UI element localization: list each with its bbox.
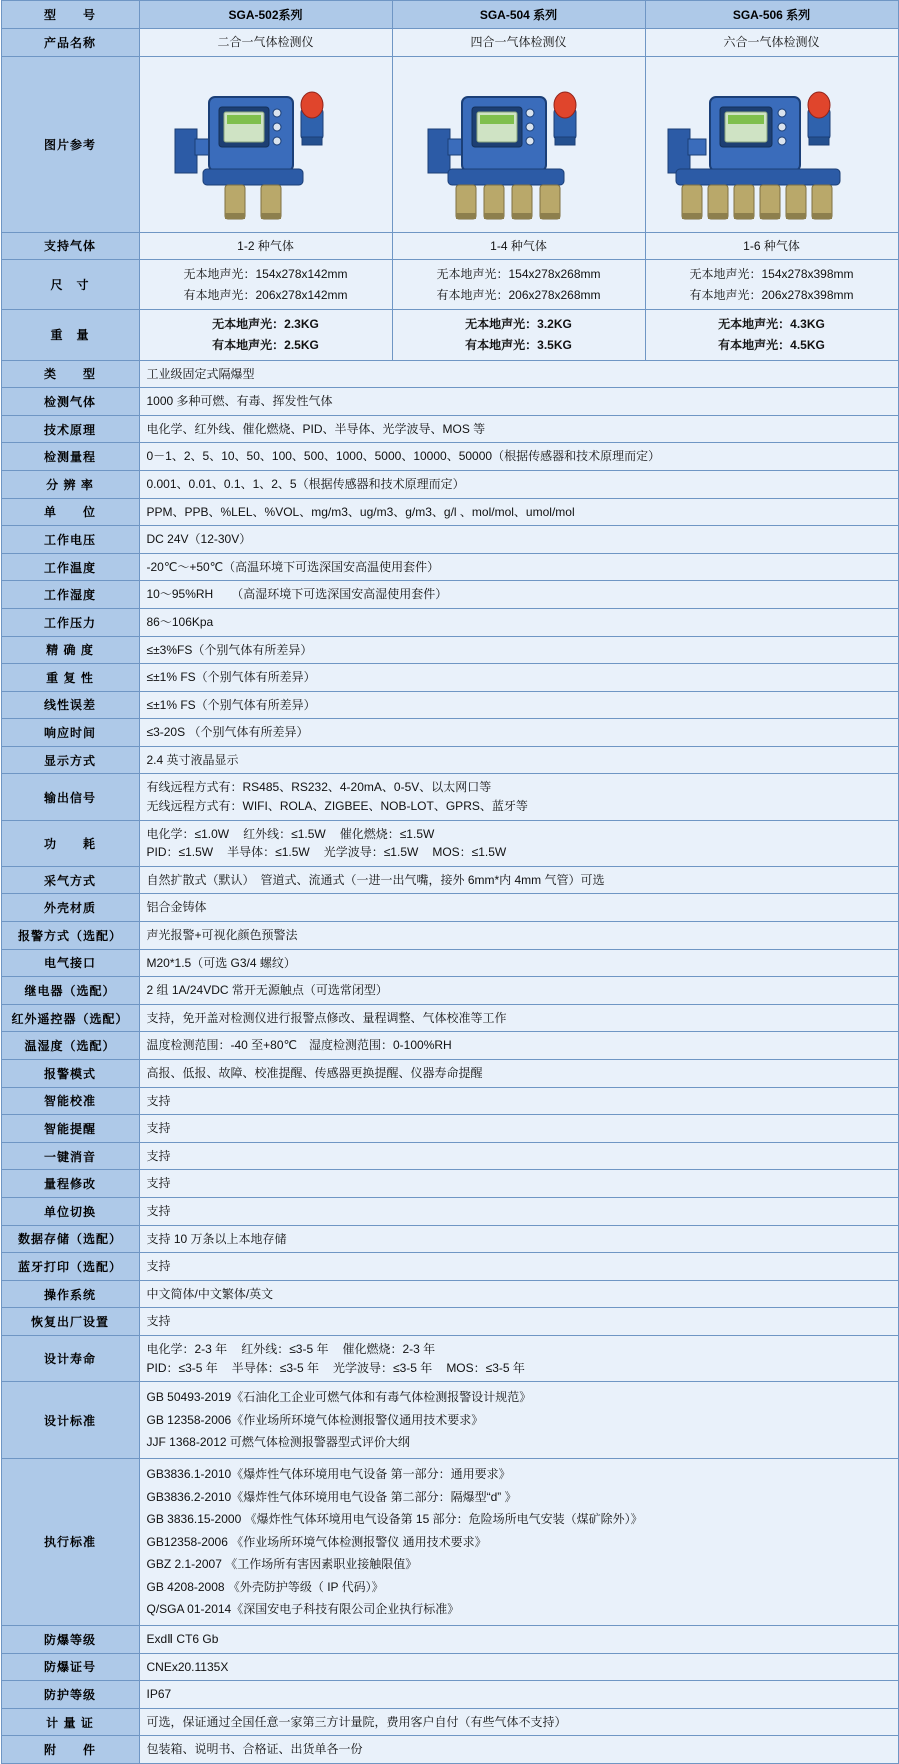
- table-row-temp-humidity: [1, 1032, 898, 1060]
- row-value-work-humidity: 10～95%RH （高湿环境下可选深国安高湿使用套件）: [139, 581, 898, 609]
- weight-506-line1: 无本地声光：4.3KG: [718, 317, 825, 332]
- table-row-bluetooth-print: [1, 1253, 898, 1281]
- row-value-output-signal: [139, 774, 898, 820]
- table-row-ir-remote: [1, 1004, 898, 1032]
- weight-504-line2: 有本地声光：3.5KG: [465, 337, 572, 352]
- table-row-accessories: [1, 1736, 898, 1764]
- row-label-os: 操作系统: [1, 1280, 139, 1308]
- exec-standard-1: GB3836.1-2010《爆炸性气体环境用电气设备 第一部分：通用要求》: [146, 1466, 511, 1481]
- row-value-accuracy: ≤±3%FS（个别气体有所差异）: [139, 636, 898, 664]
- table-row-type: [1, 360, 898, 388]
- product-name-502: 二合一气体检测仪: [139, 29, 392, 57]
- design-standard-2: GB 12358-2006《作业场所环境气体检测报警仪通用技术要求》: [146, 1412, 484, 1427]
- row-value-factory-reset: 支持: [139, 1308, 898, 1336]
- support-gas-506: 1-6 种气体: [645, 232, 898, 260]
- design-standard-3: JJF 1368-2012 可燃气体检测报警器型式评价大纲: [146, 1435, 410, 1450]
- table-row-tech-principle: [1, 415, 898, 443]
- weight-504: [392, 310, 645, 360]
- row-value-voltage: DC 24V（12-30V）: [139, 526, 898, 554]
- row-label-sampling: 采气方式: [1, 866, 139, 894]
- support-gas-504: 1-4 种气体: [392, 232, 645, 260]
- row-value-design-standard: [139, 1382, 898, 1459]
- design-standard-1: GB 50493-2019《石油化工企业可燃气体和有毒气体检测报警设计规范》: [146, 1390, 532, 1405]
- model-502: SGA-502系列: [139, 1, 392, 29]
- gas-detector-icon: [648, 63, 896, 228]
- row-label-data-storage: 数据存储（选配）: [1, 1225, 139, 1253]
- row-label-unit: 单 位: [1, 498, 139, 526]
- table-row-size: [1, 260, 898, 310]
- table-row-response-time: [1, 719, 898, 747]
- device-image-504: [392, 56, 645, 232]
- life-electrochemical: 电化学：2-3 年: [146, 1341, 228, 1356]
- row-value-ir-remote: 支持，免开盖对检测仪进行报警点修改、量程调整、气体校准等工作: [139, 1004, 898, 1032]
- row-value-exec-standard: [139, 1458, 898, 1625]
- device-image-506: [645, 56, 898, 232]
- row-label-ip-grade: 防护等级: [1, 1681, 139, 1709]
- row-label-alarm-method: 报警方式（选配）: [1, 922, 139, 950]
- row-label-power: 功 耗: [1, 820, 139, 866]
- table-row-support-gas: [1, 232, 898, 260]
- table-row-ip-grade: [1, 1681, 898, 1709]
- row-label-accessories: 附 件: [1, 1736, 139, 1764]
- row-label-unit-switch: 单位切换: [1, 1197, 139, 1225]
- size-504-line1: 无本地声光：154x278x268mm: [436, 267, 601, 282]
- row-label-response-time: 响应时间: [1, 719, 139, 747]
- row-value-smart-reminder: 支持: [139, 1115, 898, 1143]
- power-electrochemical: 电化学：≤1.0W: [146, 826, 230, 841]
- weight-506-line2: 有本地声光：4.5KG: [718, 337, 825, 352]
- table-row-electrical-interface: [1, 949, 898, 977]
- power-catalytic: 催化燃烧：≤1.5W: [339, 826, 435, 841]
- table-row-sampling: [1, 866, 898, 894]
- size-506: [645, 260, 898, 310]
- row-label-accuracy: 精 确 度: [1, 636, 139, 664]
- power-line1: [147, 825, 891, 844]
- row-value-alarm-mode: 高报、低报、故障、校准提醒、传感器更换提醒、仪器寿命提醒: [139, 1060, 898, 1088]
- table-row-unit: [1, 498, 898, 526]
- row-label-one-key-mute: 一键消音: [1, 1142, 139, 1170]
- row-value-design-life: [139, 1335, 898, 1381]
- row-label-size: 尺 寸: [1, 260, 139, 310]
- table-row-work-temp: [1, 553, 898, 581]
- table-row-factory-reset: [1, 1308, 898, 1336]
- row-label-smart-calibration: 智能校准: [1, 1087, 139, 1115]
- size-502-line2: 有本地声光：206x278x142mm: [183, 287, 348, 302]
- table-row-range-modify: [1, 1170, 898, 1198]
- table-row-product-name: [1, 29, 898, 57]
- design-life-line1: [147, 1340, 891, 1359]
- row-label-alarm-mode: 报警模式: [1, 1060, 139, 1088]
- table-row-work-humidity: [1, 581, 898, 609]
- life-catalytic: 催化燃烧：2-3 年: [342, 1341, 436, 1356]
- row-label-weight: 重 量: [1, 310, 139, 360]
- size-506-line2: 有本地声光：206x278x398mm: [689, 287, 854, 302]
- row-label-design-life: 设计寿命: [1, 1335, 139, 1381]
- row-label-repeatability: 重 复 性: [1, 664, 139, 692]
- size-502-line1: 无本地声光：154x278x142mm: [183, 267, 348, 282]
- table-row-unit-switch: [1, 1197, 898, 1225]
- row-label-type: 类 型: [1, 360, 139, 388]
- row-label-resolution: 分 辨 率: [1, 470, 139, 498]
- row-value-ip-grade: IP67: [139, 1681, 898, 1709]
- output-signal-wired: 有线远程方式有：RS485、RS232、4-20mA、0-5V、以太网口等: [146, 780, 492, 795]
- table-row-one-key-mute: [1, 1142, 898, 1170]
- size-506-line1: 无本地声光：154x278x398mm: [689, 267, 854, 282]
- row-value-data-storage: 支持 10 万条以上本地存储: [139, 1225, 898, 1253]
- row-value-unit: PPM、PPB、%LEL、%VOL、mg/m3、ug/m3、g/m3、g/l 、mol/mol、umol/mol: [139, 498, 898, 526]
- row-label-linearity: 线性误差: [1, 691, 139, 719]
- table-row-repeatability: [1, 664, 898, 692]
- row-value-resolution: 0.001、0.01、0.1、1、2、5（根据传感器和技术原理而定）: [139, 470, 898, 498]
- table-row-relay: [1, 977, 898, 1005]
- table-row-accuracy: [1, 636, 898, 664]
- row-value-power: [139, 820, 898, 866]
- power-mos: MOS：≤1.5W: [432, 845, 507, 860]
- table-row-exec-standard: [1, 1458, 898, 1625]
- row-label-design-standard: 设计标准: [1, 1382, 139, 1459]
- row-label-voltage: 工作电压: [1, 526, 139, 554]
- gas-detector-icon: [151, 63, 381, 228]
- row-label-temp-humidity: 温湿度（选配）: [1, 1032, 139, 1060]
- row-label-work-temp: 工作温度: [1, 553, 139, 581]
- row-label-detect-gas: 检测气体: [1, 388, 139, 416]
- row-value-relay: 2 组 1A/24VDC 常开无源触点（可选常闭型）: [139, 977, 898, 1005]
- row-value-one-key-mute: 支持: [139, 1142, 898, 1170]
- life-infrared: 红外线：≤3-5 年: [241, 1341, 329, 1356]
- row-label-display: 显示方式: [1, 746, 139, 774]
- row-label-image-reference: 图片参考: [1, 56, 139, 232]
- exec-standard-3: GB 3836.15-2000 《爆炸性气体环境用电气设备第 15 部分：危险场所电气安装（煤矿除外）》: [146, 1512, 643, 1527]
- exec-standard-4: GB12358-2006 《作业场所环境气体检测报警仪 通用技术要求》: [146, 1534, 487, 1549]
- table-row-linearity: [1, 691, 898, 719]
- exec-standard-6: GB 4208-2008 《外壳防护等级（ IP 代码）》: [146, 1579, 384, 1594]
- row-label-ex-grade: 防爆等级: [1, 1626, 139, 1654]
- table-row-image-reference: [1, 56, 898, 232]
- row-value-temp-humidity: 温度检测范围：-40 至+80℃ 湿度检测范围：0-100%RH: [139, 1032, 898, 1060]
- row-label-ir-remote: 红外遥控器（选配）: [1, 1004, 139, 1032]
- weight-504-line1: 无本地声光：3.2KG: [465, 317, 572, 332]
- table-row-model: [1, 1, 898, 29]
- row-value-linearity: ≤±1% FS（个别气体有所差异）: [139, 691, 898, 719]
- row-value-electrical-interface: M20*1.5（可选 G3/4 螺纹）: [139, 949, 898, 977]
- row-label-electrical-interface: 电气接口: [1, 949, 139, 977]
- power-semiconductor: 半导体：≤1.5W: [227, 845, 310, 860]
- table-row-alarm-mode: [1, 1060, 898, 1088]
- row-value-range: 0－1、2、5、10、50、100、500、1000、5000、10000、50000（根据传感器和技术原理而定）: [139, 443, 898, 471]
- power-optical: 光学波导：≤1.5W: [323, 845, 419, 860]
- row-value-alarm-method: 声光报警+可视化颜色预警法: [139, 922, 898, 950]
- table-row-metrology-cert: [1, 1708, 898, 1736]
- row-value-accessories: 包装箱、说明书、合格证、出货单各一份: [139, 1736, 898, 1764]
- row-value-bluetooth-print: 支持: [139, 1253, 898, 1281]
- row-value-ex-grade: ExdⅡ CT6 Gb: [139, 1626, 898, 1654]
- specification-table: [1, 0, 899, 1764]
- table-row-design-life: [1, 1335, 898, 1381]
- power-infrared: 红外线：≤1.5W: [243, 826, 326, 841]
- table-row-voltage: [1, 526, 898, 554]
- row-label-work-humidity: 工作湿度: [1, 581, 139, 609]
- row-value-detect-gas: 1000 多种可燃、有毒、挥发性气体: [139, 388, 898, 416]
- exec-standard-2: GB3836.2-2010《爆炸性气体环境用电气设备 第二部分：隔爆型“d” 》: [146, 1489, 517, 1504]
- size-502: [139, 260, 392, 310]
- power-pid: PID：≤1.5W: [146, 845, 214, 860]
- row-label-shell-material: 外壳材质: [1, 894, 139, 922]
- row-label-product-name: 产品名称: [1, 29, 139, 57]
- row-label-factory-reset: 恢复出厂设置: [1, 1308, 139, 1336]
- table-row-shell-material: [1, 894, 898, 922]
- row-label-tech-principle: 技术原理: [1, 415, 139, 443]
- table-row-resolution: [1, 470, 898, 498]
- table-row-alarm-method: [1, 922, 898, 950]
- device-image-502: [139, 56, 392, 232]
- table-row-detect-gas: [1, 388, 898, 416]
- table-row-ex-grade: [1, 1626, 898, 1654]
- table-row-data-storage: [1, 1225, 898, 1253]
- row-label-ex-cert: 防爆证号: [1, 1653, 139, 1681]
- row-value-ex-cert: CNEx20.1135X: [139, 1653, 898, 1681]
- row-value-type: 工业级固定式隔爆型: [139, 360, 898, 388]
- table-row-output-signal: [1, 774, 898, 820]
- row-label-exec-standard: 执行标准: [1, 1458, 139, 1625]
- weight-502: [139, 310, 392, 360]
- row-label-support-gas: 支持气体: [1, 232, 139, 260]
- size-504: [392, 260, 645, 310]
- row-value-work-temp: -20℃～+50℃（高温环境下可选深国安高温使用套件）: [139, 553, 898, 581]
- row-value-response-time: ≤3-20S （个别气体有所差异）: [139, 719, 898, 747]
- row-value-smart-calibration: 支持: [139, 1087, 898, 1115]
- life-pid: PID：≤3-5 年: [146, 1360, 218, 1375]
- row-value-tech-principle: 电化学、红外线、催化燃烧、PID、半导体、光学波导、MOS 等: [139, 415, 898, 443]
- weight-502-line2: 有本地声光：2.5KG: [212, 337, 319, 352]
- table-row-range: [1, 443, 898, 471]
- model-506: SGA-506 系列: [645, 1, 898, 29]
- size-504-line2: 有本地声光：206x278x268mm: [436, 287, 601, 302]
- model-504: SGA-504 系列: [392, 1, 645, 29]
- table-row-design-standard: [1, 1382, 898, 1459]
- table-row-smart-reminder: [1, 1115, 898, 1143]
- support-gas-502: 1-2 种气体: [139, 232, 392, 260]
- table-row-display: [1, 746, 898, 774]
- life-semiconductor: 半导体：≤3-5 年: [231, 1360, 320, 1375]
- life-mos: MOS：≤3-5 年: [446, 1360, 525, 1375]
- row-label-output-signal: 输出信号: [1, 774, 139, 820]
- row-label-model: 型 号: [1, 1, 139, 29]
- row-label-work-pressure: 工作压力: [1, 608, 139, 636]
- table-row-smart-calibration: [1, 1087, 898, 1115]
- row-value-work-pressure: 86～106Kpa: [139, 608, 898, 636]
- output-signal-wireless: 无线远程方式有：WIFI、ROLA、ZIGBEE、NOB-LOT、GPRS、蓝牙等: [146, 799, 528, 814]
- row-label-range: 检测量程: [1, 443, 139, 471]
- product-name-504: 四合一气体检测仪: [392, 29, 645, 57]
- power-line2: [147, 843, 891, 862]
- row-value-shell-material: 铝合金铸体: [139, 894, 898, 922]
- row-label-relay: 继电器（选配）: [1, 977, 139, 1005]
- row-value-metrology-cert: 可选，保证通过全国任意一家第三方计量院，费用客户自付（有些气体不支持）: [139, 1708, 898, 1736]
- row-label-range-modify: 量程修改: [1, 1170, 139, 1198]
- design-life-line2: [147, 1359, 891, 1378]
- weight-502-line1: 无本地声光：2.3KG: [212, 317, 319, 332]
- table-row-os: [1, 1280, 898, 1308]
- row-value-sampling: 自然扩散式（默认） 管道式、流通式（一进一出气嘴，接外 6mm*内 4mm 气管）可选: [139, 866, 898, 894]
- row-value-display: 2.4 英寸液晶显示: [139, 746, 898, 774]
- table-row-weight: [1, 310, 898, 360]
- row-label-smart-reminder: 智能提醒: [1, 1115, 139, 1143]
- table-row-ex-cert: [1, 1653, 898, 1681]
- life-optical: 光学波导：≤3-5 年: [333, 1360, 433, 1375]
- row-label-bluetooth-print: 蓝牙打印（选配）: [1, 1253, 139, 1281]
- exec-standard-7: Q/SGA 01-2014《深国安电子科技有限公司企业执行标准》: [146, 1602, 460, 1617]
- product-name-506: 六合一气体检测仪: [645, 29, 898, 57]
- row-value-repeatability: ≤±1% FS（个别气体有所差异）: [139, 664, 898, 692]
- row-value-unit-switch: 支持: [139, 1197, 898, 1225]
- exec-standard-5: GBZ 2.1-2007 《工作场所有害因素职业接触限值》: [146, 1557, 418, 1572]
- row-label-metrology-cert: 计 量 证: [1, 1708, 139, 1736]
- table-row-power: [1, 820, 898, 866]
- row-value-range-modify: 支持: [139, 1170, 898, 1198]
- row-value-os: 中文简体/中文繁体/英文: [139, 1280, 898, 1308]
- gas-detector-icon: [404, 63, 634, 228]
- table-row-work-pressure: [1, 608, 898, 636]
- weight-506: [645, 310, 898, 360]
